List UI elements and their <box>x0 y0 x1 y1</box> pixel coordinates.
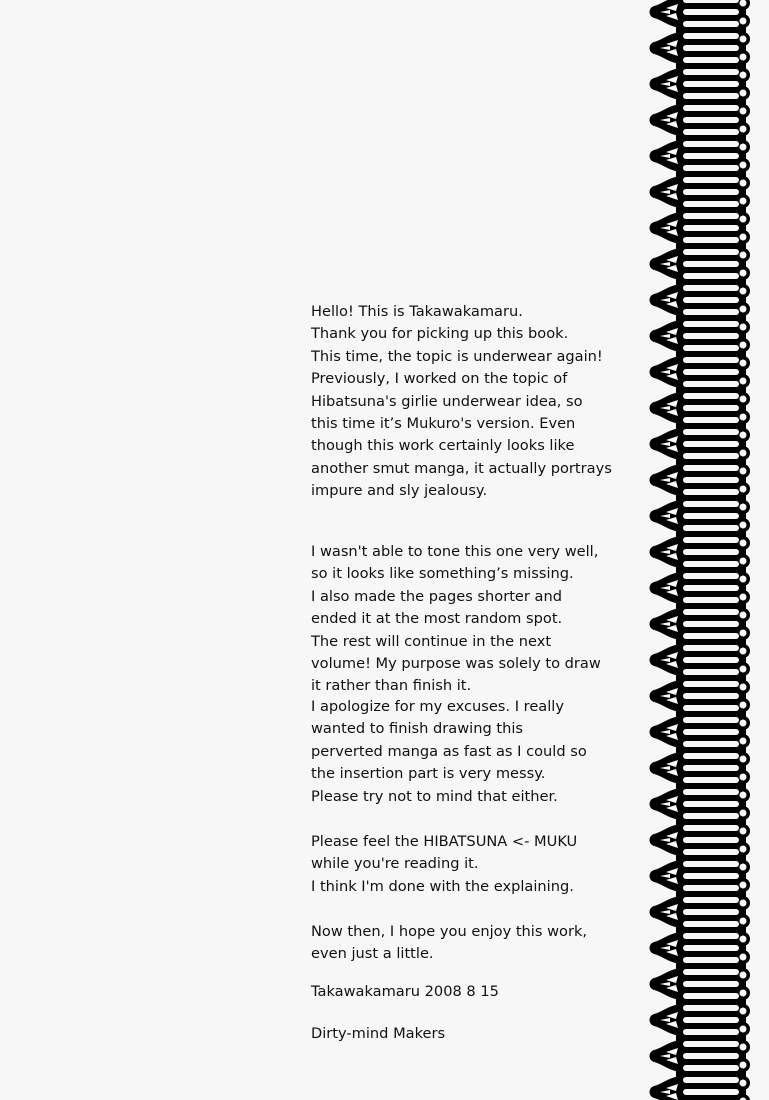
text-line: Please feel the HIBATSUNA <- MUKU <box>311 833 578 850</box>
text-line: Dirty-mind Makers <box>311 1025 446 1042</box>
text-line: another smut manga, it actually portrays <box>311 459 612 477</box>
text-line: The rest will continue in the next <box>311 632 552 650</box>
text-line: it rather than finish it. <box>311 677 472 695</box>
text-line: Hello! This is Takawakamaru. <box>311 303 523 320</box>
text-line: I think I'm done with the explaining. <box>311 877 574 895</box>
paragraph-intro <box>311 301 612 503</box>
text-line: volume! My purpose was solely to draw <box>311 655 601 673</box>
text-line: while you're reading it. <box>311 855 479 873</box>
text-line: this time it’s Mukuro's version. Even <box>311 415 576 433</box>
text-line: Takawakamaru 2008 8 15 <box>311 983 499 1000</box>
text-line: Previously, I worked on the topic of <box>311 370 568 388</box>
text-line: Hibatsuna's girlie underwear idea, so <box>311 392 583 410</box>
text-line: This time, the topic is underwear again! <box>311 347 603 365</box>
paragraph-apology <box>311 696 587 808</box>
text-line: even just a little. <box>311 945 434 963</box>
text-line: wanted to finish drawing this <box>311 720 523 738</box>
text-line: though this work certainly looks like <box>311 437 575 455</box>
text-line: I apologize for my excuses. I really <box>311 698 564 715</box>
text-line: Thank you for picking up this book. <box>311 325 569 343</box>
text-line: I wasn't able to tone this one very well, <box>311 543 599 560</box>
text-line: the insertion part is very messy. <box>311 765 546 783</box>
text-line: I also made the pages shorter and <box>311 587 563 605</box>
text-line: impure and sly jealousy. <box>311 482 488 500</box>
lace-border-decoration <box>640 0 769 1100</box>
text-line: Now then, I hope you enjoy this work, <box>311 923 588 940</box>
text-line: Please try not to mind that either. <box>311 787 558 805</box>
text-line: perverted manga as fast as I could so <box>311 742 587 760</box>
text-line: so it looks like something’s missing. <box>311 565 574 583</box>
circle-name <box>311 1023 445 1045</box>
paragraph-closing <box>311 921 587 966</box>
text-line: ended it at the most random spot. <box>311 610 563 628</box>
paragraph-feel <box>311 831 577 898</box>
signature-date <box>311 981 499 1003</box>
paragraph-toning <box>311 541 601 698</box>
